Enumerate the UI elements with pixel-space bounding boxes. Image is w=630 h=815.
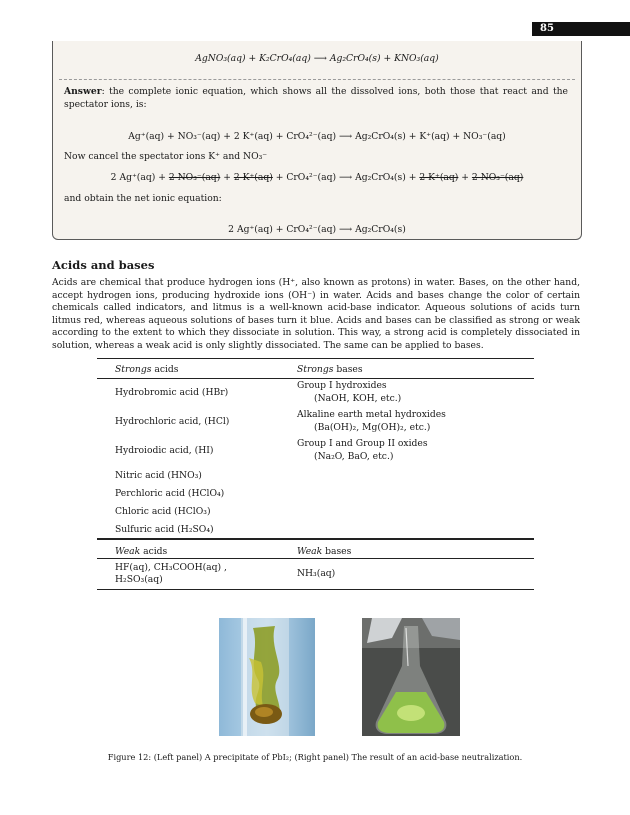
example-box bbox=[52, 41, 582, 240]
table-header-rule bbox=[97, 378, 534, 379]
cancelled-k: 2 K⁺(aq) bbox=[233, 172, 273, 183]
table-row: Group I and Group II oxides bbox=[297, 438, 428, 449]
table-mid-rule bbox=[97, 538, 534, 540]
weak-bases-header: Weak bases bbox=[297, 546, 352, 557]
net-text: and obtain the net ionic equation: bbox=[64, 193, 222, 204]
net-ionic-equation: 2 Ag⁺(aq) + CrO₄²⁻(aq) ⟶ Ag₂CrO₄(s) bbox=[228, 224, 406, 235]
table-row: Hydroiodic acid, (HI) bbox=[115, 445, 214, 456]
page-number: 85 bbox=[540, 23, 554, 34]
table-row: (NaOH, KOH, etc.) bbox=[314, 393, 402, 404]
figure-caption: Figure 12: (Left panel) A precipitate of PbI₂; (Right panel) The result of an acid-base neutralization. bbox=[107, 752, 523, 762]
cancelled-equation: 2 Ag⁺(aq) + 2 NO₃⁻(aq) + 2 K⁺(aq) + CrO₄²⁻(aq) ⟶ Ag₂CrO₄(s) + 2 K⁺(aq) + 2 NO₃⁻(aq) bbox=[110, 172, 524, 183]
table-row: Hydrobromic acid (HBr) bbox=[115, 387, 229, 398]
strong-acids-header: Strongs acids bbox=[115, 364, 179, 375]
neutralization-flask-photo bbox=[362, 618, 460, 736]
table-top-rule bbox=[97, 358, 534, 359]
acids-bases-paragraph: Acids are chemical that produce hydrogen ions (H⁺, also known as protons) in water. Bases, on the other hand, accept hydrogen ions, producing hydroxide ions (OH⁻) in water. Acids and bases change the color of certain chemicals called indicators, and litmus is a well-known acid-base indicator. Aqueous solutions of acids turn litmus red, whereas aqueous solutions of bases turn it blue. Acids and bases can be classified as strong or weak according to the extent to which they dissociate in solution. This way, a strong acid is completely dissociated in solution, whereas a weak acid is only slightly dissociated. The same can be applied to bases. bbox=[52, 277, 580, 351]
table-row: HF(aq), CH₃COOH(aq) , bbox=[115, 562, 227, 573]
cancelled-no3-right: 2 NO₃⁻(aq) bbox=[471, 172, 524, 183]
cancelled-k-right: 2 K⁺(aq) bbox=[419, 172, 459, 183]
table-row: Nitric acid (HNO₃) bbox=[115, 470, 202, 481]
weak-acids-header: Weak acids bbox=[115, 546, 168, 557]
cancelled-no3: 2 NO₃⁻(aq) bbox=[168, 172, 221, 183]
table-row: Hydrochloric acid, (HCl) bbox=[115, 416, 230, 427]
table-row: (Na₂O, BaO, etc.) bbox=[314, 451, 394, 462]
complete-ionic-equation: Ag⁺(aq) + NO₃⁻(aq) + 2 K⁺(aq) + CrO₄²⁻(aq) ⟶ Ag₂CrO₄(s) + K⁺(aq) + NO₃⁻(aq) bbox=[128, 131, 506, 142]
table-row: (Ba(OH)₂, Mg(OH)₂, etc.) bbox=[314, 422, 431, 433]
dashed-divider bbox=[59, 79, 575, 80]
table-row: Group I hydroxides bbox=[297, 380, 387, 391]
cancel-text: Now cancel the spectator ions K⁺ and NO₃⁻ bbox=[64, 151, 268, 162]
pbi2-precipitate-photo bbox=[219, 618, 315, 736]
table-bottom-rule bbox=[97, 589, 534, 590]
table-row: H₂SO₃(aq) bbox=[115, 574, 163, 585]
strong-bases-header: Strongs bases bbox=[297, 364, 363, 375]
table-row: Perchloric acid (HClO₄) bbox=[115, 488, 225, 499]
table-row: Alkaline earth metal hydroxides bbox=[297, 409, 446, 420]
table-row: NH₃(aq) bbox=[297, 568, 336, 579]
table-weak-header-rule bbox=[97, 558, 534, 559]
answer-text: : the complete ionic equation, which shows all the dissolved ions, both those that react and the spectator ions, is: bbox=[64, 86, 568, 110]
section-title: Acids and bases bbox=[52, 258, 155, 272]
answer-paragraph bbox=[64, 86, 568, 111]
table-row: Chloric acid (HClO₃) bbox=[115, 506, 211, 517]
answer-label: Answer bbox=[64, 86, 102, 97]
table-row: Sulfuric acid (H₂SO₄) bbox=[115, 524, 214, 535]
molecular-equation: AgNO₃(aq) + K₂CrO₄(aq) ⟶ Ag₂CrO₄(s) + KNO₃(aq) bbox=[195, 53, 439, 64]
